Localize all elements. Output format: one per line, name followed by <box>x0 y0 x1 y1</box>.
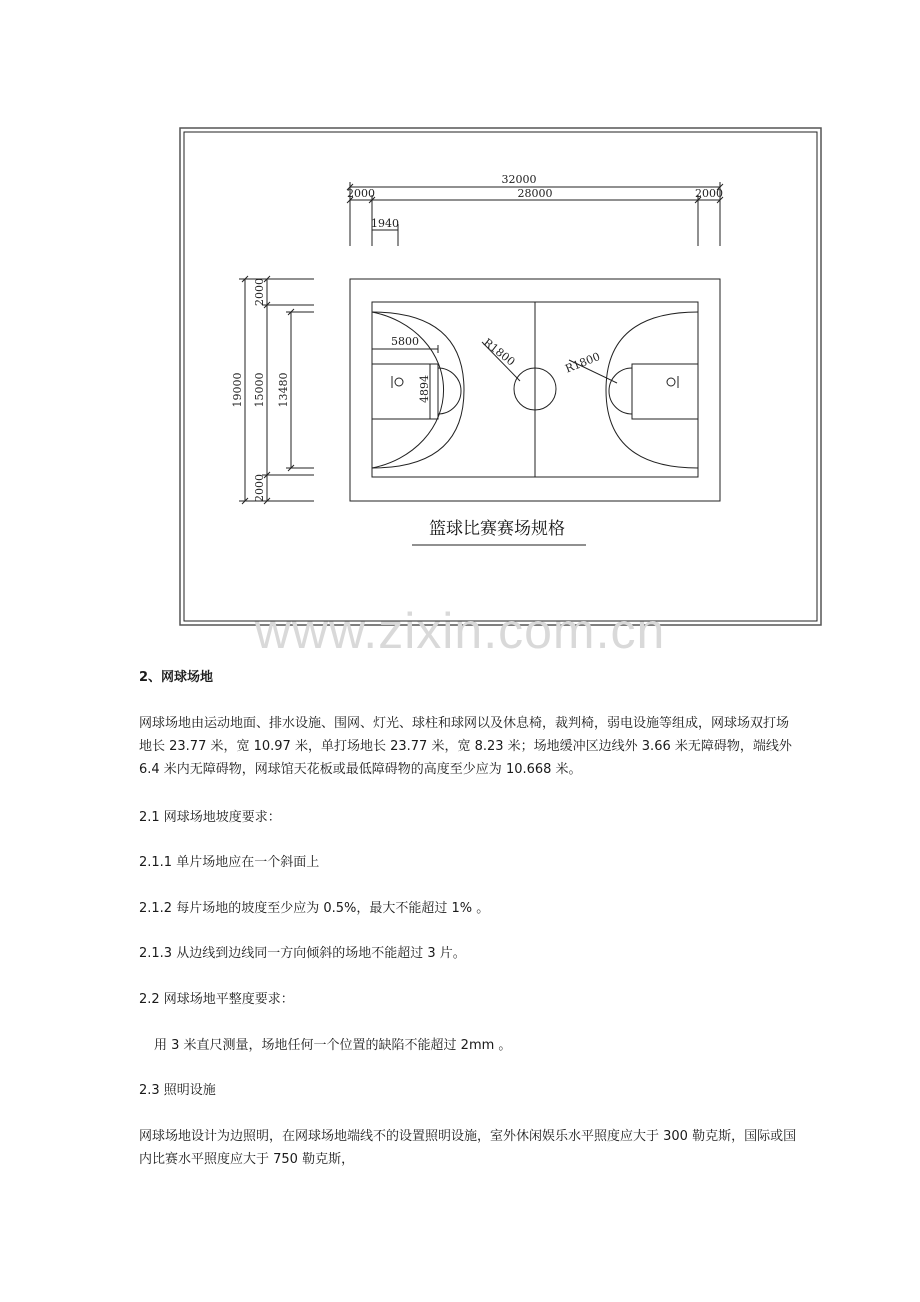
dim-line-offset: 1940 <box>371 217 399 230</box>
dim-arc-span: 13480 <box>277 372 290 408</box>
dim-key-width: 4894 <box>418 375 431 403</box>
dim-inner-width: 28000 <box>517 187 553 200</box>
item-2-1-1: 2.1.1 单片场地应在一个斜面上 <box>139 855 320 870</box>
dim-right-margin: 2000 <box>695 187 723 200</box>
paragraph-lighting: 网球场地设计为边照明，在网球场地端线不的设置照明设施，室外休闲娱乐水平照度应大于 300 勒克斯，国际或国内比赛水平照度应大于 750 勒克斯， <box>139 1129 797 1167</box>
dim-key-length: 5800 <box>391 335 419 348</box>
dim-left-margin: 2000 <box>347 187 375 200</box>
paragraph-flatness: 用 3 米直尺测量，场地任何一个位置的缺陷不能超过 2mm 。 <box>154 1038 512 1053</box>
dim-right-radius: R1800 <box>563 349 602 376</box>
section-heading-2-1: 2.1 网球场地坡度要求： <box>139 810 281 825</box>
item-2-1-3: 2.1.3 从边线到边线同一方向倾斜的场地不能超过 3 片。 <box>139 946 466 961</box>
dim-center-radius: R1800 <box>480 335 518 369</box>
paragraph-tennis-court: 网球场地由运动地面、排水设施、围网、灯光、球柱和球网以及休息椅，裁判椅，弱电设施等组成，网球场双打场地长 23.77 米，宽 10.97 米，单打场地长 23.77 米，宽 8.23 米；场地缓冲区边线外 3.66 米无障碍物，端线外 6.4 米内无障碍物，网球馆天花板或最低障碍物的高度至少应为 10.668 米。 <box>139 716 792 777</box>
dim-top-margin: 2000 <box>253 278 266 306</box>
dim-total-width: 32000 <box>501 173 537 186</box>
section-heading-2-3: 2.3 照明设施 <box>139 1083 216 1098</box>
court-diagram-figure <box>179 127 822 626</box>
item-2-1-2: 2.1.2 每片场地的坡度至少应为 0.5%，最大不能超过 1% 。 <box>139 901 490 916</box>
basketball-court-diagram <box>179 127 822 626</box>
dim-total-height: 19000 <box>231 372 244 408</box>
section-heading-2-2: 2.2 网球场地平整度要求： <box>139 992 294 1007</box>
figure-caption: 篮球比赛赛场规格 <box>429 519 565 539</box>
watermark: www.zixin.com.cn <box>254 603 666 659</box>
section-heading-2: 2、网球场地 <box>139 670 214 685</box>
dim-bottom-margin: 2000 <box>253 474 266 502</box>
dim-inner-height: 15000 <box>253 372 266 408</box>
